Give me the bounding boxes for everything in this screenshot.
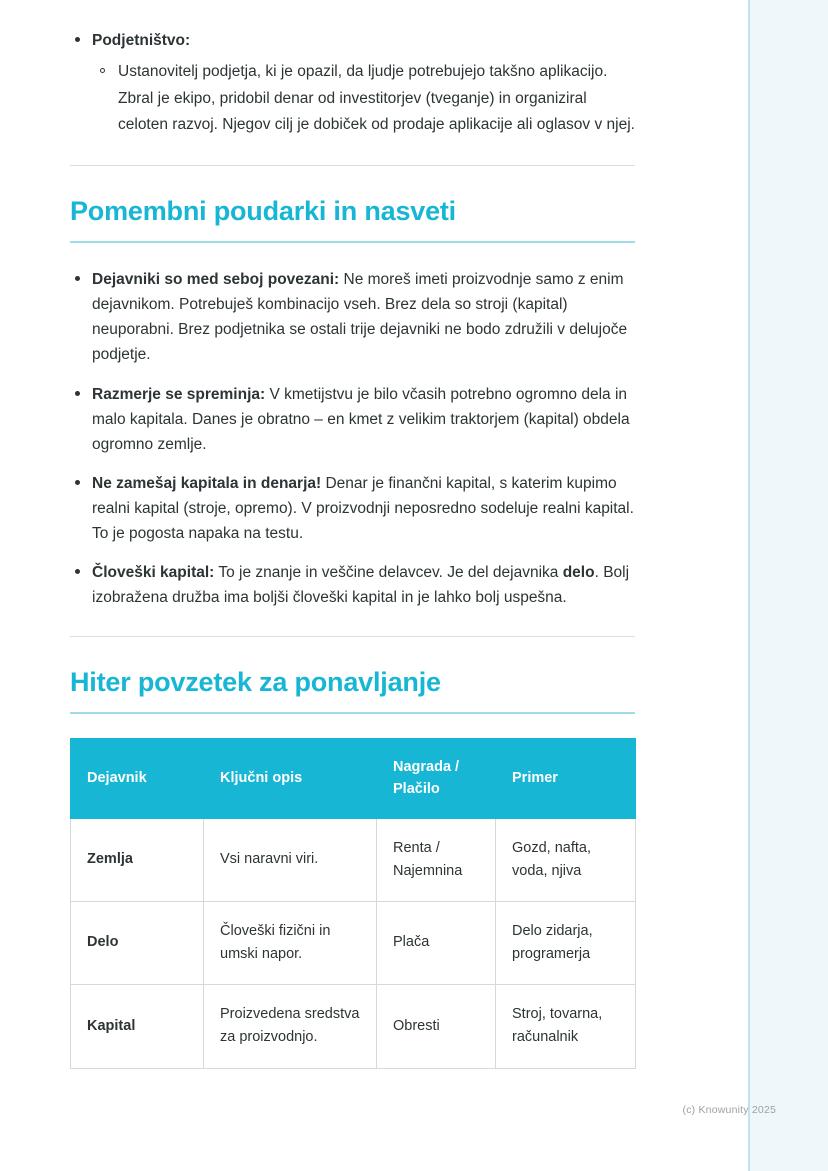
table-head [71, 739, 636, 818]
table-header-cell: Nagrada / Plačilo [377, 739, 496, 818]
table-cell-primer: Stroj, tovarna, računalnik [496, 985, 636, 1068]
table-header-cell: Dejavnik [71, 739, 204, 818]
summary-title: Hiter povzetek za ponavljanje [70, 667, 441, 698]
document-content [70, 28, 635, 1069]
list-item: Ustanovitelj podjetja, ki je opazil, da ljudje potrebujejo takšno aplikacijo. Zbral je ekipo, pridobil denar od investitorjev (tveganje) in organiziral celoten razvoj. Njegov cilj je dobiček od prodaje aplikacije ali oglasov v njej. [118, 59, 635, 139]
title-underline [70, 712, 635, 714]
list-item [92, 560, 635, 610]
list-item [92, 28, 635, 139]
table-cell-primer: Delo zidarja, programerja [496, 901, 636, 984]
table-cell-nagrada: Renta / Najemnina [377, 818, 496, 901]
list-item [92, 471, 635, 546]
intro-list [70, 28, 635, 139]
item-inline-bold: delo [562, 564, 595, 582]
table-row [71, 985, 636, 1068]
summary-table [70, 738, 636, 1068]
table-header-cell: Primer [496, 739, 636, 818]
page-edge-strip [750, 0, 828, 1171]
table-row [71, 901, 636, 984]
section-divider [70, 636, 635, 637]
highlights-list [70, 267, 635, 610]
table-cell-primer: Gozd, nafta, voda, njiva [496, 818, 636, 901]
table-cell-dejavnik: Zemlja [71, 818, 204, 901]
page-edge-line [748, 0, 750, 1171]
item-text-cont: . Bolj izobražena družba ima boljši človeški kapital in je lahko bolj uspešna. [92, 564, 630, 607]
intro-heading: Podjetništvo: [92, 32, 191, 49]
table-row [71, 818, 636, 901]
item-lead: Dejavniki so med seboj povezani: [92, 271, 340, 289]
item-lead: Ne zamešaj kapitala in denarja! [92, 474, 322, 492]
section-divider [70, 165, 635, 166]
copyright-note: (c) Knowunity 2025 [682, 1104, 776, 1116]
item-text: Ne moreš imeti proizvodnje samo z enim dejavnikom. Potrebuješ kombinacijo vseh. Brez dela so stroji (kapital) neuporabni. Brez podjetnika se ostali trije dejavniki ne bodo združili v delujoče podjetje. [92, 271, 628, 364]
item-lead: Človeški kapital: [92, 564, 215, 582]
item-lead: Razmerje se spreminja: [92, 385, 266, 403]
table-cell-nagrada: Plača [377, 901, 496, 984]
highlights-title: Pomembni poudarki in nasveti [70, 196, 456, 227]
item-text: To je znanje in veščine delavcev. Je del dejavnika [214, 564, 563, 582]
item-text: V kmetijstvu je bilo včasih potrebno ogromno dela in malo kapitala. Danes je obratno – en kmet z velikim traktorjem (kapital) obdela ogromno zemlje. [92, 385, 630, 453]
table-cell-opis: Človeški fizični in umski napor. [204, 901, 377, 984]
list-item [92, 267, 635, 367]
table-header-row [71, 739, 636, 818]
table-cell-opis: Proizvedena sredstva za proizvodnjo. [204, 985, 377, 1068]
intro-sublist [92, 59, 635, 139]
title-underline [70, 241, 635, 243]
table-header-cell: Ključni opis [204, 739, 377, 818]
table-cell-dejavnik: Delo [71, 901, 204, 984]
table-body [71, 818, 636, 1068]
table-cell-dejavnik: Kapital [71, 985, 204, 1068]
list-item [92, 382, 635, 457]
table-cell-opis: Vsi naravni viri. [204, 818, 377, 901]
item-text: Denar je finančni kapital, s katerim kupimo realni kapital (stroje, opremo). V proizvodnji neposredno sodeluje realni kapital. To je pogosta napaka na testu. [92, 474, 634, 543]
table-cell-nagrada: Obresti [377, 985, 496, 1068]
